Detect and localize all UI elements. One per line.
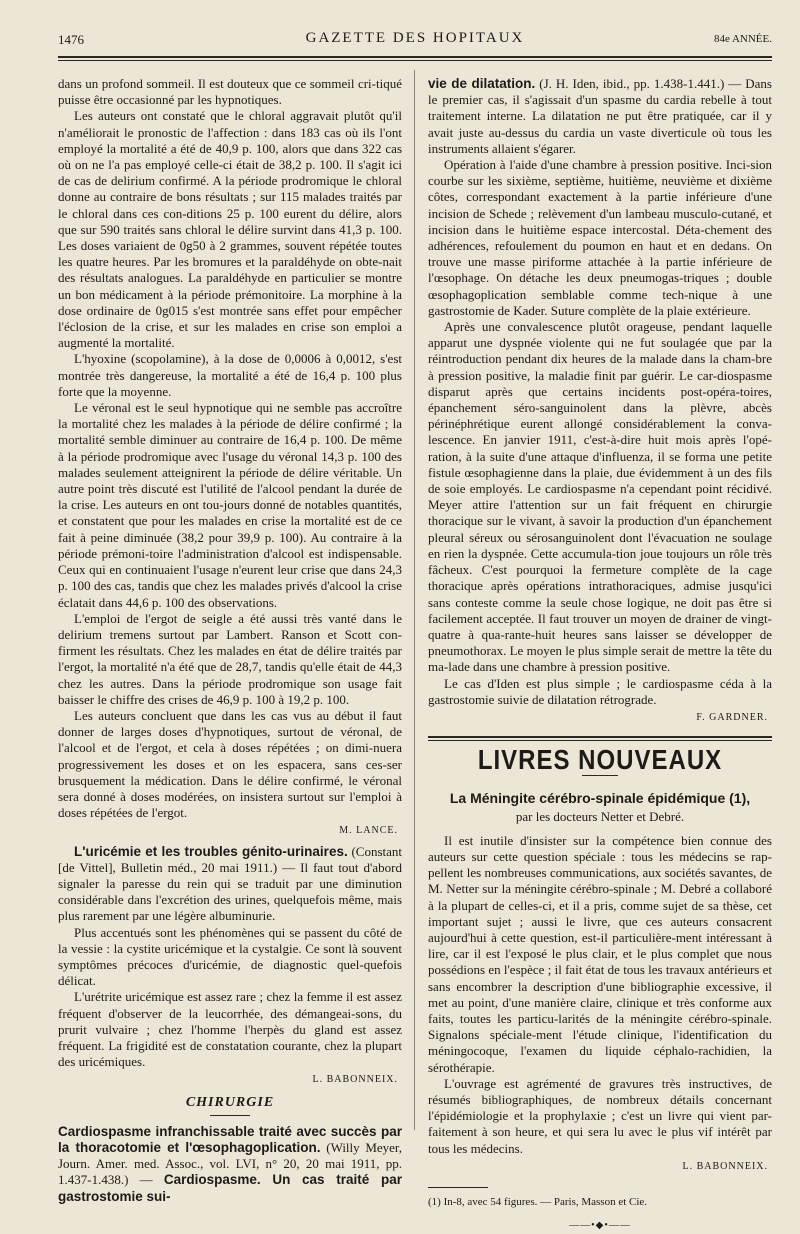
journal-title: GAZETTE DES HOPITAUX: [305, 30, 525, 46]
paragraph: Après une convalescence plutôt orageuse, pendant laquelle apparut une dyspnée violente qui ne fut soulagée que par la réintroduction pendant dix heures de la malade dans la cham-bre à pression positive, la maladie finit par guérir. Le car-diospasme disparut après que certains incidents post-opéra-toires, épanchement séro-sanguinolent dans la plèvre, abcès périnéphrétique eurent allongé considérablement la conva-lescence. En janvier 1911, c'est-à-dire huit mois après l'opé-ration, à la suite d'une attaque d'influenza, il se forma une petite fistule œsophagienne dans la plaie, due évidemment à un des fils de soie employés. Le cardiospasme n'a cependant point récidivé. Meyer attire l'attention sur un fait fréquent en chirurgie thoracique sur le vivant, à savoir la production d'un épanchement pleural séreux ou sérosanguinolent dont l'évacuation ne soulage en rien la dyspnée. Cette accumula-tion joue toujours un rôle très fâcheux. C'est pourquoi la fermeture complète de la cage thoracique après opérations intrathoraciques, admise jusqu'ici sans conteste comme la seule chose logique, ne doit pas être si facilement acceptée. Il faut trouver un moyen de drainer de vingt-quatre à qua-rante-huit heures sans laisser se développer de pneumothorax. Le moyen le plus simple serait de mettre la tête du ma-lade dans une chambre à pression positive.: [428, 319, 772, 675]
signature: L. BABONNEIX.: [682, 1160, 768, 1172]
paragraph: Les auteurs concluent que dans les cas vus au début il faut donner de larges doses d'hypnotiques, surtout de véronal, de l'alcool et de l'ergot, et cela à doses répétées ; on dimi-nuera progressivement les doses et on les espacera, sans ces-ser brusquement la médication. Dans le délire confirmé, le véronal sera donné à doses modérées, on insistera surtout sur l'emploi à doses répétées de l'ergot.: [58, 707, 402, 821]
article-reference: (Willy Meyer, Journ. Amer. med. Assoc., vol. LVI, n° 20, 20 mai 1911, pp. 1.437-1.438.) —: [58, 1140, 402, 1188]
paragraph: dans un profond sommeil. Il est douteux que ce sommeil cri-tiqué puisse être occasionné par les hypnotiques.: [58, 76, 402, 108]
paragraph: Les auteurs ont constaté que le chloral aggravait plutôt qu'il n'améliorait le pronostic de l'affection : dans 183 cas où ils l'ont employé la mortalité a été de 40,9 p. 100, alors que dans 322 cas où on ne l'a pas employé celle-ci était de 38,2 p. 100. Il s'agit ici de cas de delirium confirmé. A la période prodromique le chloral donne au contraire de bons résultats ; sur 115 malades traités par le chloral dans ces con-ditions 25 p. 100 eurent du délire, alors que sur 590 traités sans chloral le délire survint dans 41,3 p. 100. Les doses variaient de 0g50 à 2 grammes, souvent répétée toutes les quatre heures. Par les bromures et la paraldéhyde on obte-nait des résultats analogues. La paraldéhyde en particulier se montre un bon médicament à la période prémonitoire. La morphine à la dose ordinaire de 0g015 s'est montrée sans effet pour empêcher l'éclosion de la crise, et sur les malades en crise son emploi a augmenté la mortalité.: [58, 108, 402, 351]
section-rule: [210, 1115, 250, 1116]
footnote: (1) In-8, avec 54 figures. — Paris, Masson et Cie.: [428, 1196, 648, 1208]
paragraph: L'urétrite uricémique est assez rare ; chez la femme il est assez fréquent d'observer de la leucorrhée, des démangeai-sons, du prurit vulvaire ; chez l'homme l'herpès du gland est assez fréquent. La frigidité est de constatation courante, chez la plupart des uricémiques.: [58, 989, 402, 1070]
signature: F. GARDNER.: [696, 711, 768, 723]
article-cardiospasme: [58, 1124, 402, 1205]
article-text: (J. H. Iden, ibid., pp. 1.438-1.441.) — Dans le premier cas, il s'agissait d'un spasme du cardia rebelle à tout traitement interne. La dilatation ne put être pratiquée, car il y avait juste au-dessus du cardia un vaste diverticule où tous les instruments allaient s'égarer.: [428, 76, 772, 156]
paragraph: Plus accentués sont les phénomènes qui se passent du côté de la vessie : la cystite uricémique et la cystalgie. Ce sont là souvent symptômes précoces d'uricémie, de diagnostic quel-quefois délicat.: [58, 924, 402, 989]
article-title: Cardiospasme infranchissable traité avec succès par la thoracotomie et l'œsophagoplication.: [58, 1123, 402, 1155]
header-rule: [58, 56, 772, 58]
signature: M. LANCE.: [339, 825, 398, 837]
section-heading: CHIRURGIE: [185, 1094, 275, 1110]
header-rule-thin: [58, 60, 772, 61]
article-uricemie: [58, 844, 402, 925]
article-text: (Constant [de Vittel], Bulletin méd., 20 mai 1911.) — Il faut tout d'abord signaler la paresse du rein qui se traduit par une diminution considérable dans l'excrétion des urines, quelquefois même, mais plus rarement par une légère albuminurie.: [58, 843, 403, 924]
end-ornament: ——•◆•——: [569, 1220, 631, 1232]
paragraph: Il est inutile d'insister sur la compétence bien connue des auteurs sur cette question spéciale : tous les médecins se rap-pellent les nombreuses communications, aux sociétés savantes, de M. Netter sur la méningite cérébro-spinale ; M. Debré a collaboré à la plupart de celles-ci, et il a pris, comme sujet de sa thèse, cet important sujet ; aussi le livre, que ces auteurs consacrent aujourd'hui à cette question, est-il particulière-ment intéressant à lire, car il est l'exposé le plus clair, et le plus complet que nous possédions en l'espèce ; il fait état de tous les travaux antérieurs et sans encombrer la description d'une bibliographie excessive, il met au point, d'une manière claire, clinique et très conforme aux faits, toutes les particu-larités de la méningite cérébro-spinale. Signalons spéciale-ment l'étude clinique, l'identification du méningocoque, l'examen du liquide céphalo-rachidien, la sérothérapie.: [428, 832, 772, 1075]
book-authors: par les docteurs Netter et Debré.: [515, 808, 685, 824]
left-column: [58, 76, 402, 1205]
article-title: L'uricémie et les troubles génito-urinaires.: [74, 843, 348, 859]
article-title-2: Cardiospasme. Un cas traité par gastrostomie sui-: [58, 1172, 402, 1204]
signature: L. BABONNEIX.: [312, 1074, 398, 1086]
year-label: 84e ANNÉE.: [713, 33, 772, 45]
paragraph: L'hyoxine (scopolamine), à la dose de 0,0006 à 0,0012, s'est montrée très dangereuse, la mortalité a été de 16,4 p. 100 plus forte que la moyenne.: [58, 351, 402, 399]
right-column: [428, 76, 772, 1234]
footnote-rule: [428, 1187, 488, 1188]
page-number: 1476: [58, 32, 84, 47]
paragraph: Le véronal est le seul hypnotique qui ne semble pas accroître la mortalité chez les malades à la période de délire confirmé ; la mortalité semble diminuer au contraire de 16,4 p. 100. De même à la période prodromique avec l'usage du véronal 14,3 p. 100 des malades seulement atteignirent la période de délire véritable. Un autre point très discuté est l'utilité de l'alcool pendant la durée de la crise. Les auteurs en ont tou-jours donné de notables quantités, et constatent que pour les malades en crise la mortalité est de ce fait à peine diminuée (38,2 pour 39,9 p. 100). Au contraire à la période prémoni-toire l'administration d'alcool est indispensable. Ceux qui en continuaient l'usage n'eurent leur crise que dans 24,3 p. 100 des cas, tandis que chez les malades privés d'alcool la crise éclatait dans 44,6 p. 100 des observations.: [58, 400, 402, 610]
paragraph: Opération à l'aide d'une chambre à pression positive. Inci-sion courbe sur les sixième, septième, huitième, neuvième et dixième côtes, correspondant exactement à la partie inférieure d'une incision de Schede ; relèvement d'un lambeau musculo-cutané, et incision dans le huitième espace intercostal. Déta-chement des adhérences, refoulement du poumon en haut et en dedans. On trouve une masse piriforme attachée à la partie inférieure de l'œsophage. On détache les deux pneumogas-triques ; double œsophagoplication semblable comme tech-nique à une gastrostomie de Kader. Suture complète de la plaie extérieure.: [428, 157, 772, 318]
livres-nouveaux-heading: LIVRES NOUVEAUX: [477, 745, 723, 777]
book-title: La Méningite cérébro-spinale épidémique (1),: [449, 790, 751, 807]
paragraph: L'emploi de l'ergot de seigle a été aussi très vanté dans le delirium tremens surtout par Lambert. Ranson et Scott con-firment les résultats. Chez les malades en état de délire traités par l'ergot, la mortalité n'a été que de 28,7, tandis qu'elle était de 44,3 chez les autres. Dans la période prodromique son usage fait baisser le chiffre des crises de 46,9 p. 100 à 19,2 p. 100.: [58, 610, 402, 707]
page-header: [58, 28, 772, 50]
article-title-cont: vie de dilatation.: [428, 76, 536, 91]
article-continuation: [428, 76, 772, 157]
paragraph: Le cas d'Iden est plus simple ; le cardiospasme céda à la gastrostomie suivie de dilatation rétrograde.: [428, 675, 772, 707]
section-double-rule: [428, 736, 772, 741]
paragraph: L'ouvrage est agrémenté de gravures très instructives, de résumés bibliographiques, de nombreux détails concernant l'épidémiologie et la prophylaxie ; c'est un livre qui vient par-faitement à son heure, et qui sera lu avec le plus vif intérêt par tous les médecins.: [428, 1075, 772, 1156]
column-divider: [414, 70, 415, 1130]
